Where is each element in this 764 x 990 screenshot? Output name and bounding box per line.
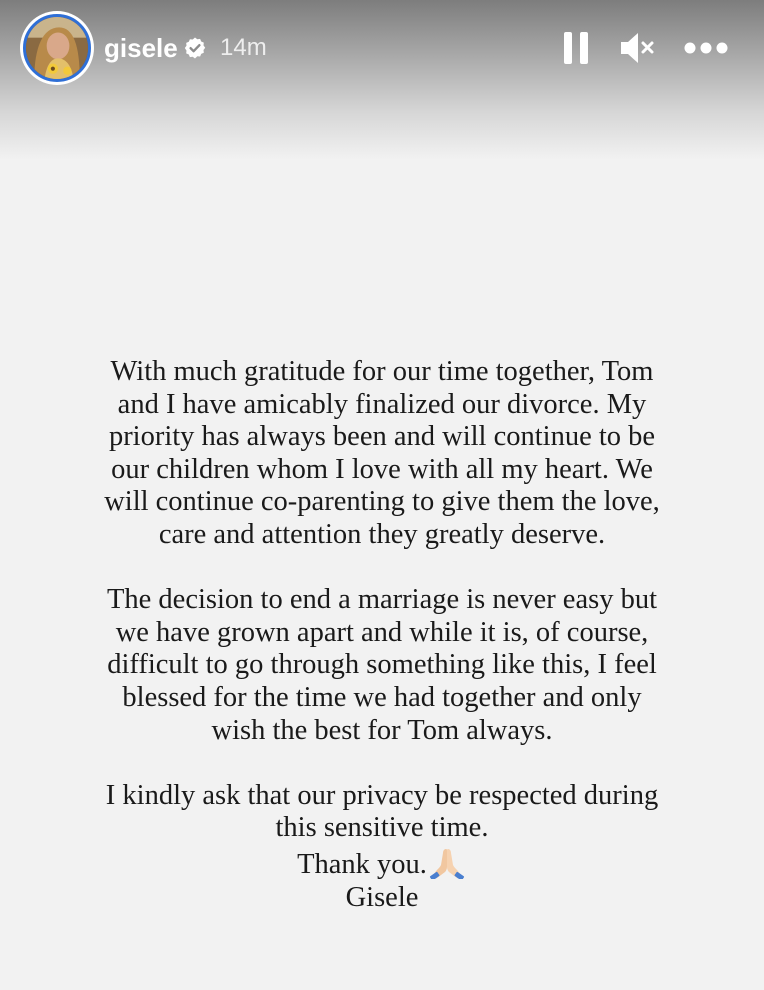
message-paragraph bbox=[40, 780, 724, 914]
pause-icon bbox=[562, 30, 590, 66]
message-line: and I have amicably finalized our divorce. My bbox=[117, 388, 647, 420]
message-line: our children whom I love with all my heart. We bbox=[111, 453, 653, 485]
message-paragraph bbox=[40, 356, 724, 552]
message-line: this sensitive time. bbox=[275, 812, 489, 844]
message-line: The decision to end a marriage is never easy but bbox=[106, 584, 657, 616]
folded-hands-icon bbox=[427, 845, 467, 879]
more-options-button[interactable] bbox=[683, 34, 729, 62]
message-line: wish the best for Tom always. bbox=[211, 714, 553, 746]
pause-button[interactable] bbox=[562, 30, 590, 66]
message-line: we have grown apart and while it is, of course, bbox=[115, 616, 649, 648]
message-line: priority has always been and will continue to be bbox=[108, 421, 656, 453]
mute-icon bbox=[618, 30, 656, 66]
message-line: difficult to go through something like this, I feel bbox=[107, 649, 657, 681]
avatar-image bbox=[23, 14, 91, 82]
closing-text: Thank you. bbox=[297, 848, 427, 880]
story-message bbox=[40, 356, 724, 914]
username[interactable]: gisele bbox=[104, 33, 178, 63]
avatar[interactable] bbox=[20, 11, 94, 85]
closing-line bbox=[297, 849, 467, 880]
message-line: will continue co-parenting to give them the love, bbox=[104, 486, 660, 518]
mute-button[interactable] bbox=[618, 30, 656, 66]
signature: Gisele bbox=[345, 881, 419, 913]
message-line: blessed for the time we had together and only bbox=[122, 681, 642, 713]
timestamp: 14m bbox=[220, 34, 267, 61]
message-line: With much gratitude for our time together, Tom bbox=[110, 356, 654, 387]
more-options-icon bbox=[683, 34, 729, 62]
message-paragraph bbox=[40, 584, 724, 747]
avatar-photo-icon bbox=[26, 17, 88, 79]
message-line: care and attention they greatly deserve. bbox=[158, 518, 606, 550]
story-header bbox=[0, 0, 764, 96]
verified-badge-icon bbox=[183, 36, 207, 60]
message-line: I kindly ask that our privacy be respected during bbox=[105, 779, 659, 811]
